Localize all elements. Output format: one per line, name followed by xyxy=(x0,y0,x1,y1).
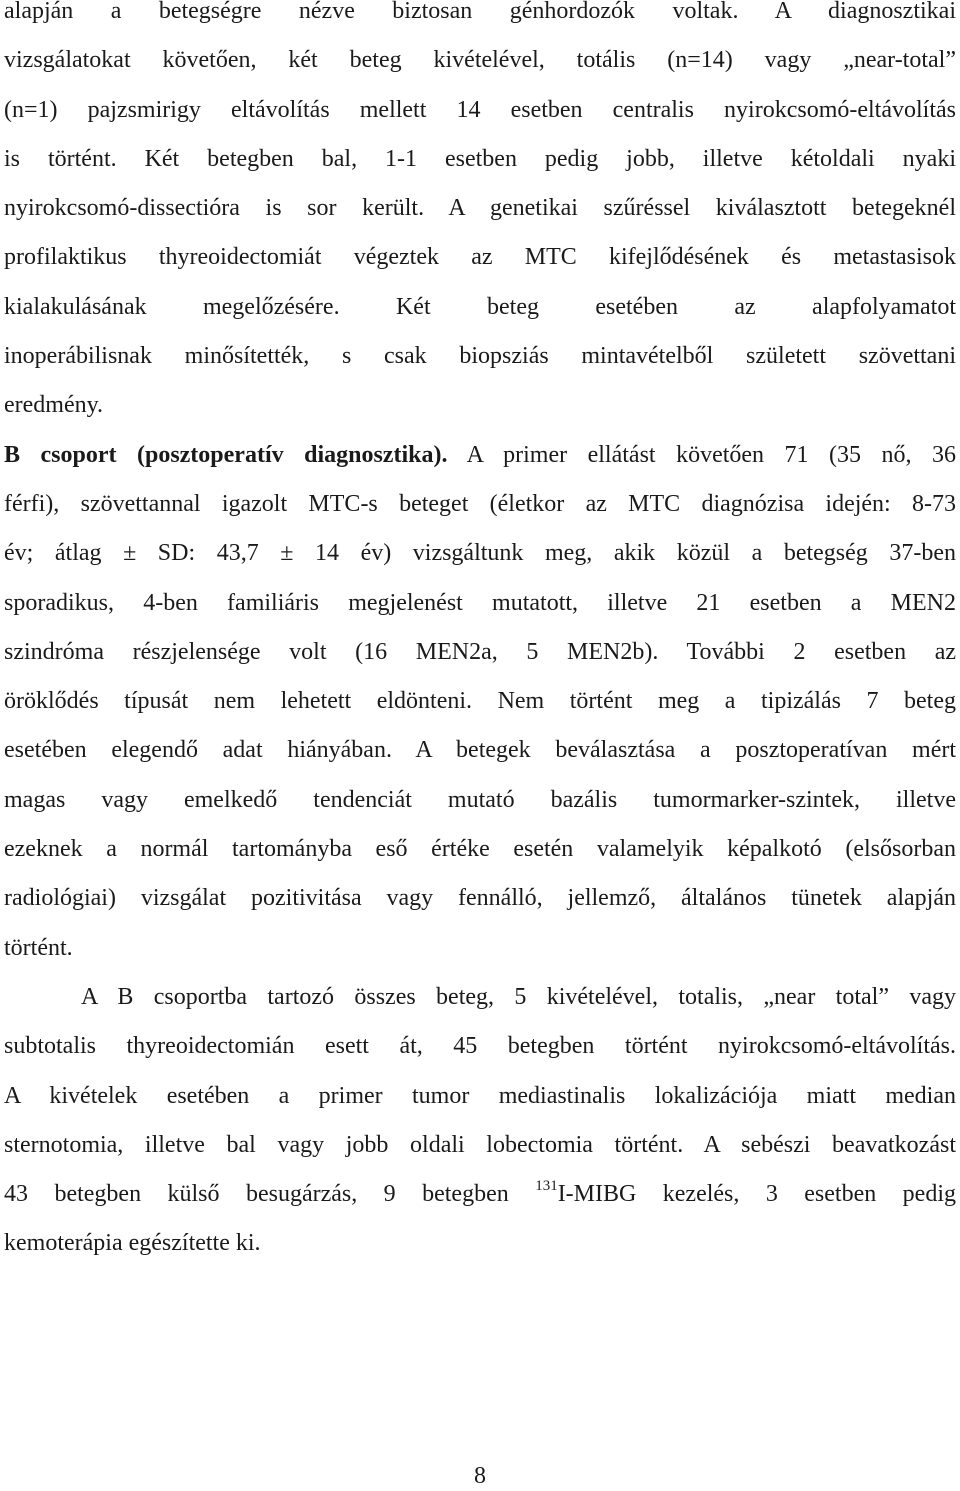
text-line: subtotalis thyreoidectomián esett át, 45 betegben történt nyirokcsomó-eltávolítás. xyxy=(4,1033,956,1060)
text-line: történt. xyxy=(4,934,73,961)
text-line: vizsgálatokat követően, két beteg kivételével, totális (n=14) vagy „near-total” xyxy=(4,47,956,74)
text-line: öröklődés típusát nem lehetett eldönteni. Nem történt meg a tipizálás 7 beteg xyxy=(4,688,956,715)
page-number: 8 xyxy=(474,1463,486,1489)
text-line: eredmény. xyxy=(4,392,104,419)
text-line: A kivételek esetében a primer tumor mediastinalis lokalizációja miatt median xyxy=(4,1082,956,1109)
text-line: esetében elegendő adat hiányában. A betegek beválasztása a posztoperatívan mért xyxy=(4,737,956,764)
text-line: A B csoportba tartozó összes beteg, 5 kivételével, totalis, „near total” vagy xyxy=(81,983,956,1010)
text-line: szindróma részjelensége volt (16 MEN2a, 5 MEN2b). További 2 esetben az xyxy=(4,638,956,665)
text-line: alapján a betegségre nézve biztosan génhordozók voltak. A diagnosztikai xyxy=(4,0,956,24)
text-fragment: 43 betegben külső besugárzás, 9 betegben xyxy=(4,1181,536,1208)
isotope-superscript: 131 xyxy=(535,1178,558,1195)
text-line: férfi), szövettannal igazolt MTC-s beteget (életkor az MTC diagnózisa idején: 8-73 xyxy=(4,490,956,517)
paragraph-3 xyxy=(4,973,956,1269)
text-fragment: A primer ellátást követően 71 (35 nő, 36 xyxy=(447,441,957,468)
text-line: kialakulásának megelőzésére. Két beteg esetében az alapfolyamatot xyxy=(4,293,956,320)
text-line xyxy=(4,1170,956,1219)
text-line: nyirokcsomó-dissectióra is sor került. A genetikai szűréssel kiválasztott betegeknél xyxy=(4,195,956,222)
document-page xyxy=(4,0,956,1269)
text-line: (n=1) pajzsmirigy eltávolítás mellett 14 esetben centralis nyirokcsomó-eltávolítás xyxy=(4,96,956,123)
text-fragment: I-MIBG kezelés, 3 esetben pedig xyxy=(557,1181,957,1208)
text-line: profilaktikus thyreoidectomiát végeztek az MTC kifejlődésének és metastasisok xyxy=(4,244,956,271)
text-line xyxy=(4,431,956,480)
text-line: év; átlag ± SD: 43,7 ± 14 év) vizsgáltunk meg, akik közül a betegség 37-ben xyxy=(4,540,956,567)
section-heading: B csoport (posztoperatív diagnosztika). xyxy=(4,441,448,468)
text-line: inoperábilisnak minősítették, s csak biopsziás mintavételből született szövettani xyxy=(4,343,956,370)
text-line: radiológiai) vizsgálat pozitivitása vagy fennálló, jellemző, általános tünetek alapján xyxy=(4,885,956,912)
text-line: ezeknek a normál tartományba eső értéke esetén valamelyik képalkotó (elsősorban xyxy=(4,836,956,863)
paragraph-2 xyxy=(4,431,956,973)
text-line: sporadikus, 4-ben familiáris megjelenést mutatott, illetve 21 esetben a MEN2 xyxy=(4,589,956,616)
text-line: sternotomia, illetve bal vagy jobb oldali lobectomia történt. A sebészi beavatkozást xyxy=(4,1131,956,1158)
text-line: magas vagy emelkedő tendenciát mutató bazális tumormarker-szintek, illetve xyxy=(4,786,956,813)
text-line: kemoterápia egészítette ki. xyxy=(4,1230,261,1257)
paragraph-1 xyxy=(4,0,956,431)
text-line: is történt. Két betegben bal, 1-1 esetben pedig jobb, illetve kétoldali nyaki xyxy=(4,145,956,172)
